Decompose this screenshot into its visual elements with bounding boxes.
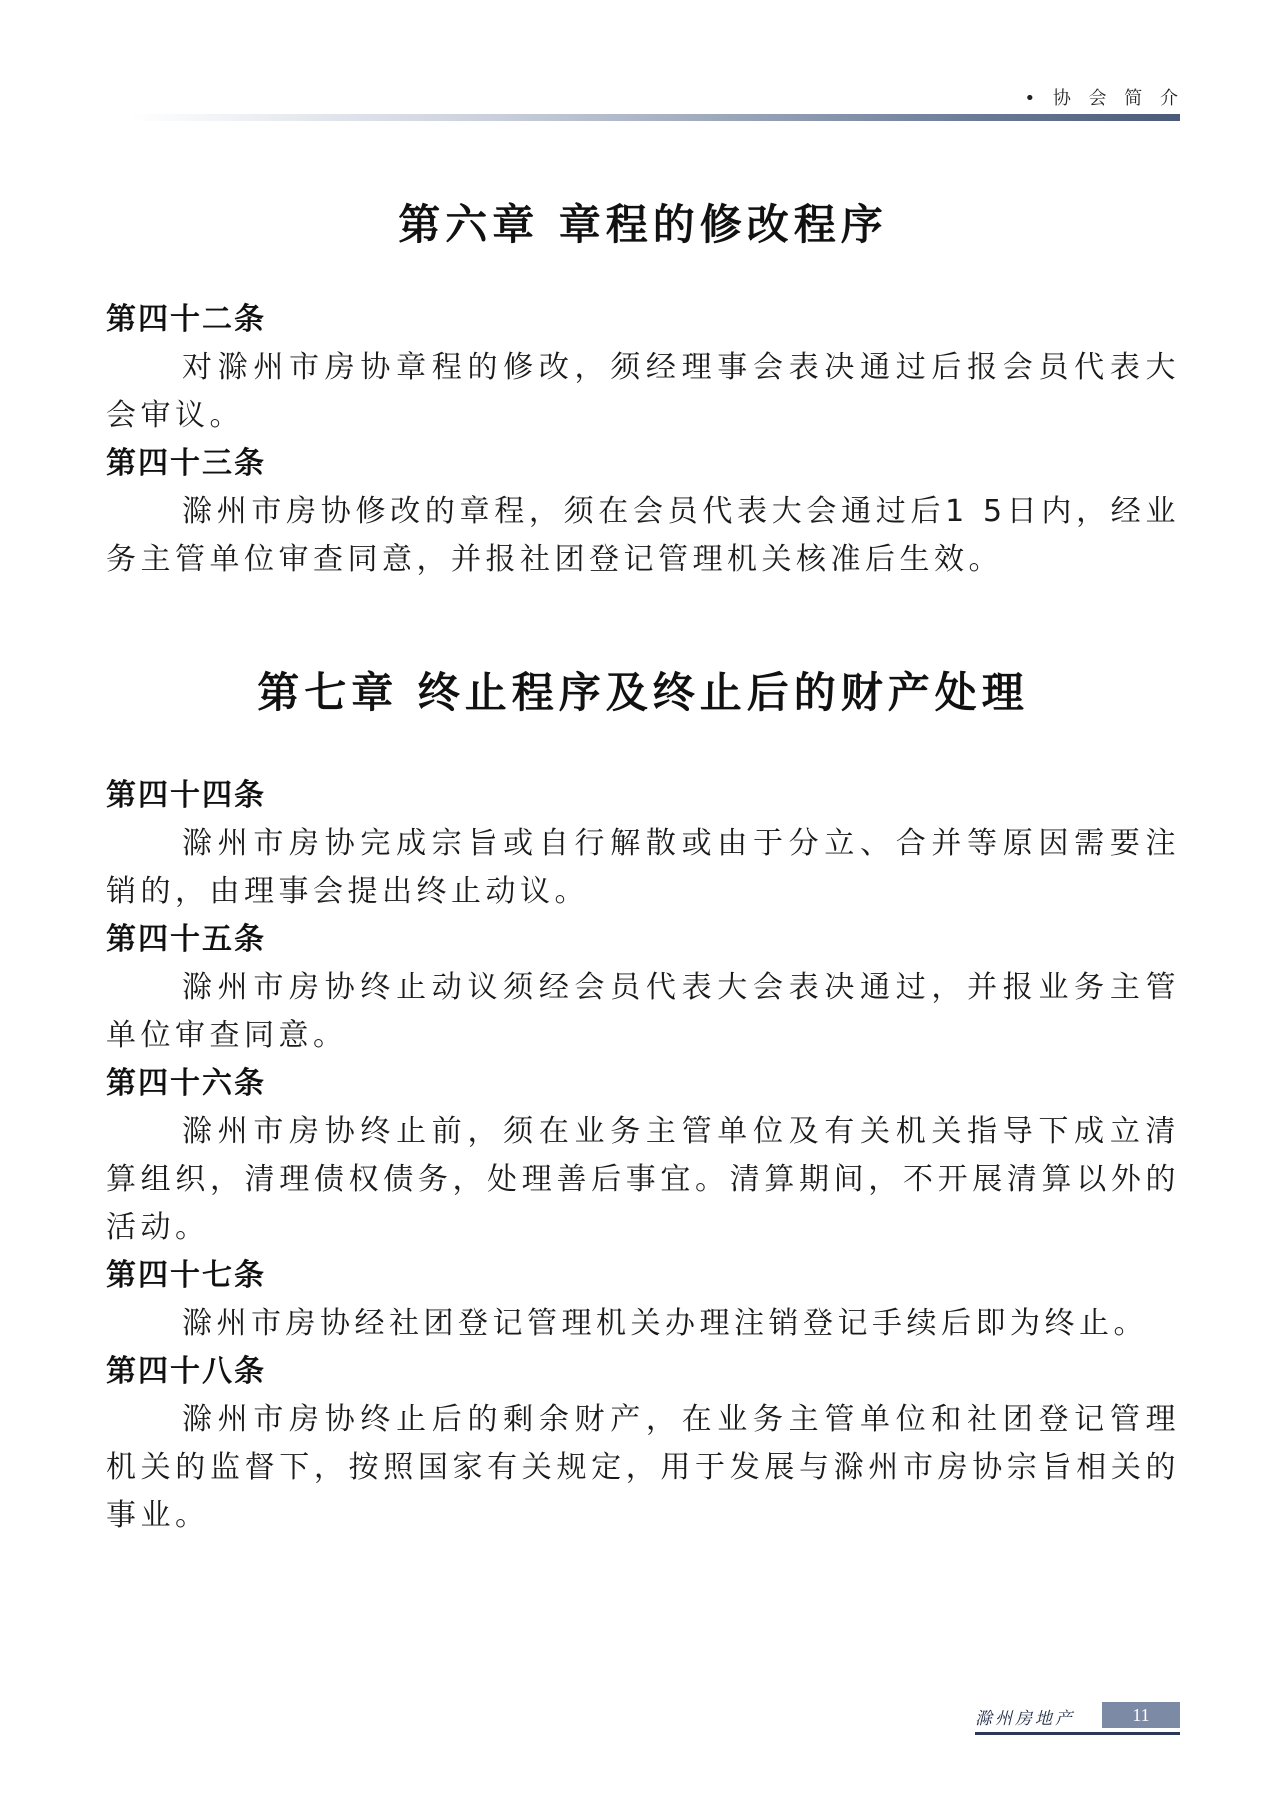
chapter-title: 第六章 章程的修改程序 <box>398 200 888 249</box>
article-body: 滁州市房协终止前，须在业务主管单位及有关机关指导下成立清算组织，清理债权债务，处理善后事宜。清算期间，不开展清算以外的活动。 <box>106 1114 1180 1245</box>
article-title: 第四十七条 <box>106 1258 266 1293</box>
article <box>106 916 1180 1060</box>
article-body: 滁州市房协终止后的剩余财产，在业务主管单位和社团登记管理机关的监督下，按照国家有关规定，用于发展与滁州市房协宗旨相关的事业。 <box>106 1402 1180 1533</box>
publication-name: 滁州房地产 <box>975 1709 1075 1729</box>
article-title: 第四十六条 <box>106 1066 266 1101</box>
footer-rule <box>975 1732 1180 1735</box>
article-body: 滁州市房协终止动议须经会员代表大会表决通过，并报业务主管单位审查同意。 <box>106 970 1180 1053</box>
header-rule <box>130 114 1180 121</box>
article <box>106 440 1180 584</box>
article-title: 第四十八条 <box>106 1354 266 1389</box>
article <box>106 1252 1180 1348</box>
article-body: 滁州市房协完成宗旨或自行解散或由于分立、合并等原因需要注销的，由理事会提出终止动议。 <box>106 826 1180 909</box>
article-title: 第四十四条 <box>106 778 266 813</box>
main-content <box>106 180 1180 1540</box>
article-title: 第四十三条 <box>106 446 266 481</box>
chapter-title: 第七章 终止程序及终止后的财产处理 <box>257 668 1029 717</box>
page-number: 11 <box>1102 1702 1180 1728</box>
article-body: 滁州市房协经社团登记管理机关办理注销登记手续后即为终止。 <box>182 1306 1148 1341</box>
article-title: 第四十五条 <box>106 922 266 957</box>
article <box>106 296 1180 440</box>
article-body: 滁州市房协修改的章程，须在会员代表大会通过后1 5日内，经业务主管单位审查同意，并报社团登记管理机关核准后生效。 <box>106 494 1180 577</box>
article <box>106 772 1180 916</box>
section-label: • 协 会 简 介 <box>1024 88 1184 109</box>
article <box>106 1348 1180 1540</box>
article <box>106 1060 1180 1252</box>
page-footer <box>975 1702 1180 1738</box>
article-title: 第四十二条 <box>106 302 266 337</box>
article-body: 对滁州市房协章程的修改，须经理事会表决通过后报会员代表大会审议。 <box>106 350 1180 433</box>
